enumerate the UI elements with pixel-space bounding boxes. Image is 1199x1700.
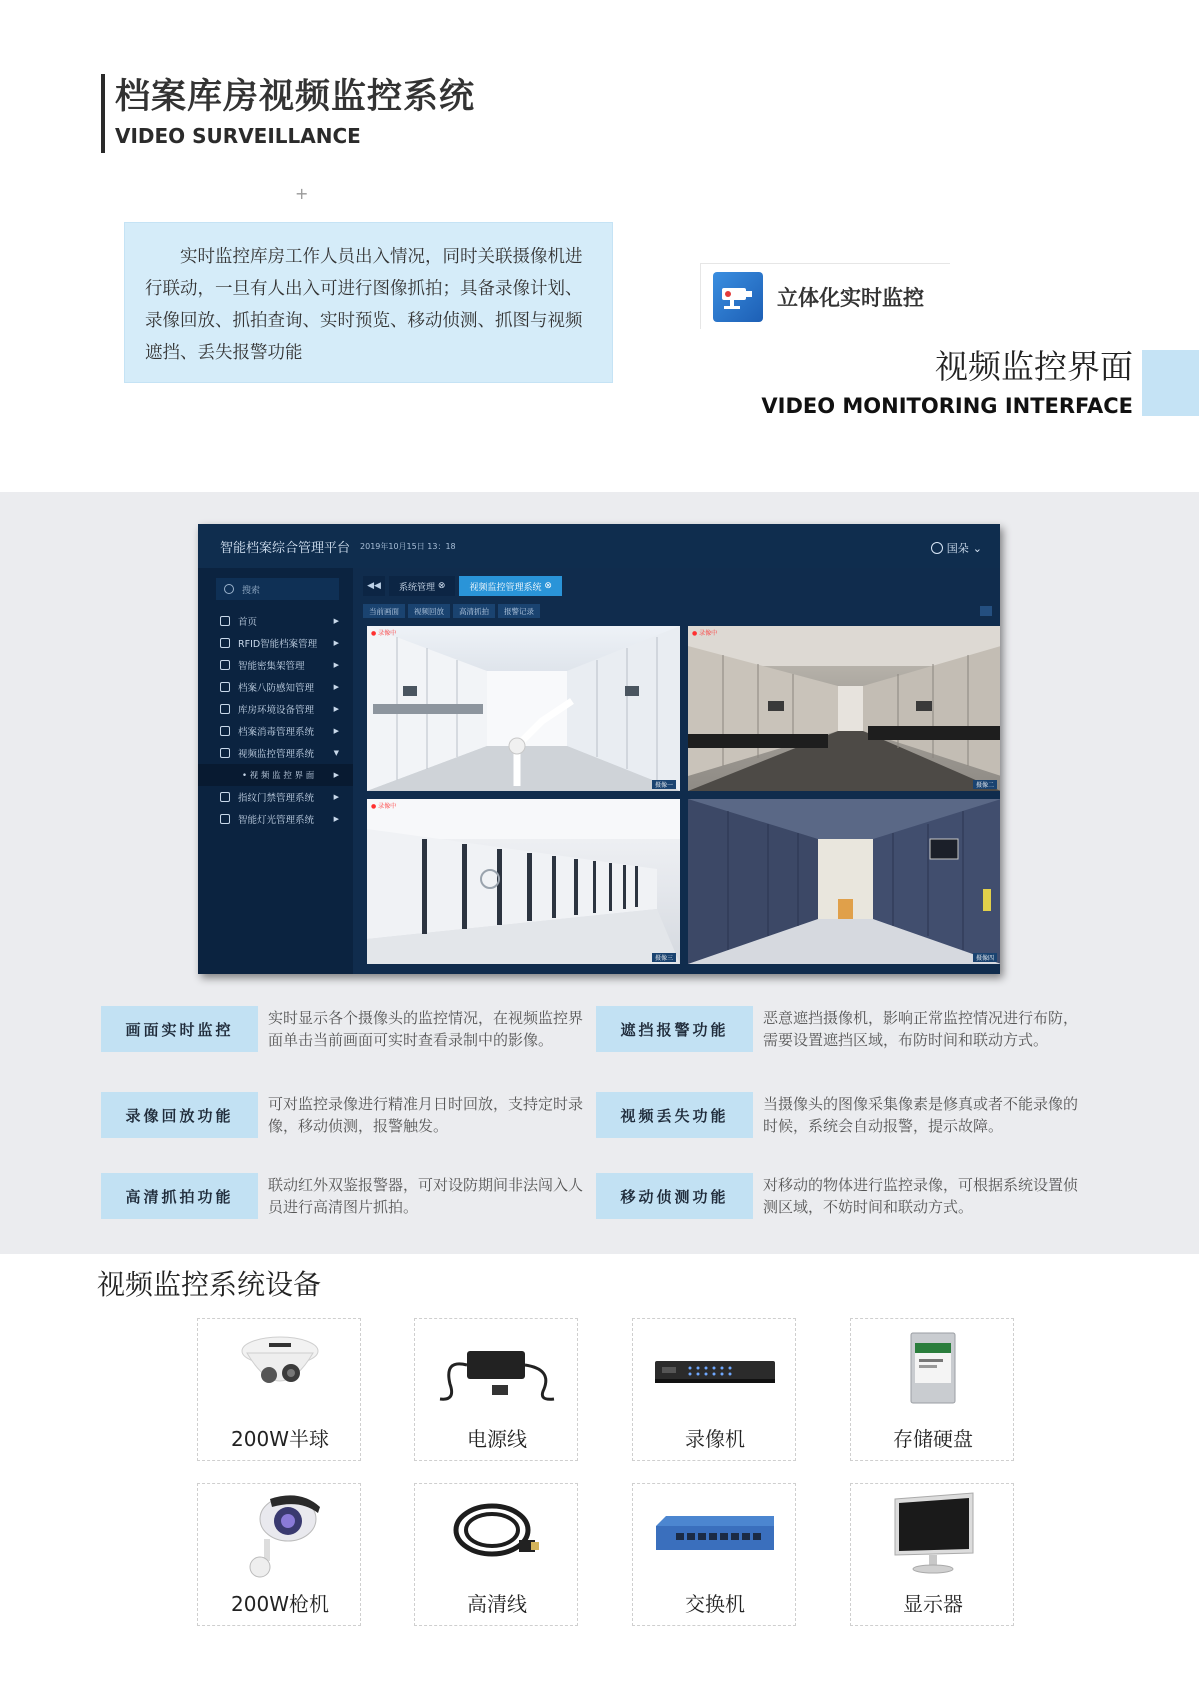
camera-label: 摄像四 (973, 953, 997, 962)
equipment-card (632, 1318, 796, 1461)
function-desc: 实时显示各个摄像头的监控情况，在视频监控界面单击当前画面可实时查看录制中的影像。 (268, 1009, 584, 1049)
function-label: 录像回放功能 (101, 1092, 258, 1138)
function-label: 视频丢失功能 (596, 1092, 753, 1138)
function-row (596, 1006, 1081, 1052)
tab-video-label: 视频监控管理系统 (469, 582, 542, 593)
intro-text: 实时监控库房工作人员出入情况，同时关联摄像机进行联动，一旦有人出入可进行图像抓拍；具备录像计划、录像回放、抓拍查询、实时预览、移动侦测、抓图与视频遮挡、丢失报警功能 (145, 247, 583, 363)
sidebar-item-label: • 视 频 监 控 界 面 (242, 771, 315, 781)
sidebar-item-label: 档案八防感知管理 (238, 683, 315, 694)
function-label: 画面实时监控 (101, 1006, 258, 1052)
recording-badge: ● 录像中 (692, 630, 718, 637)
sidebar-item[interactable] (198, 786, 353, 808)
sidebar-item-label: RFID智能档案管理 (238, 639, 318, 650)
hard-drive-icon (851, 1319, 1015, 1419)
equipment-name: 200W枪机 (231, 1592, 329, 1616)
page-subtitle: VIDEO SURVEILLANCE (115, 124, 361, 148)
subtab-capture[interactable]: 高清抓拍 (453, 604, 495, 618)
caret-icon: ▶ (333, 705, 339, 713)
subtab-live[interactable]: 当前画面 (363, 604, 405, 618)
camera-label: 摄像一 (652, 780, 676, 789)
page-title: 档案库房视频监控系统 (115, 77, 476, 117)
search-icon (224, 584, 234, 594)
sidebar-item-label: 库房环境设备管理 (238, 705, 315, 716)
function-row (596, 1092, 1081, 1138)
sidebar-item[interactable] (198, 764, 353, 786)
monitor-subtitle: VIDEO MONITORING INTERFACE (761, 394, 1133, 418)
caret-icon: ▶ (333, 771, 339, 779)
user-menu[interactable] (931, 540, 982, 556)
user-name: 国朵 (946, 542, 969, 555)
video-feed-2[interactable] (688, 626, 1000, 791)
camera-label: 摄像三 (652, 953, 676, 962)
tab-video[interactable] (459, 576, 561, 596)
screen-datetime: 2019年10月15日 13：18 (360, 541, 456, 551)
equipment-card (197, 1318, 361, 1461)
caret-icon: ▶ (333, 793, 339, 801)
subtab-alarms[interactable]: 报警记录 (498, 604, 540, 618)
monitoring-screenshot (198, 524, 1000, 974)
fingerprint-icon (220, 792, 230, 802)
disinfect-icon (220, 726, 230, 736)
intro-box (124, 222, 613, 383)
sidebar-item[interactable] (198, 720, 353, 742)
sidebar-item-label: 智能密集架管理 (238, 661, 305, 672)
sidebar-item[interactable] (198, 676, 353, 698)
power-adapter-icon (415, 1319, 579, 1419)
recording-badge: ● 录像中 (371, 630, 397, 637)
dome-camera-icon (198, 1319, 362, 1419)
function-label: 高清抓拍功能 (101, 1173, 258, 1219)
subtab-playback[interactable]: 视频回放 (408, 604, 450, 618)
tab-bar (363, 576, 562, 596)
screen-sidebar (198, 568, 353, 974)
page-header (101, 74, 475, 153)
function-row (101, 1173, 586, 1219)
sidebar-item[interactable] (198, 654, 353, 676)
equipment-name: 高清线 (467, 1592, 527, 1616)
equipment-name: 200W半球 (231, 1427, 329, 1451)
shelf-icon (220, 660, 230, 670)
sidebar-item[interactable] (198, 742, 353, 764)
grid-icon (220, 638, 230, 648)
sidebar-item[interactable] (198, 808, 353, 830)
monitor-icon (851, 1484, 1015, 1584)
tab-system[interactable] (389, 576, 455, 596)
equipment-name: 存储硬盘 (893, 1427, 973, 1451)
caret-icon: ▶ (333, 661, 339, 669)
hdmi-cable-icon (415, 1484, 579, 1584)
screen-app-title: 智能档案综合管理平台 (220, 540, 351, 556)
function-desc: 对移动的物体进行监控录像，可根据系统设置侦测区域，不妨时间和联动方式。 (763, 1176, 1079, 1216)
sidebar-item-label: 指纹门禁管理系统 (238, 793, 315, 804)
grid-layout-icon[interactable] (980, 606, 992, 616)
caret-icon: ▼ (333, 749, 339, 757)
video-feed-4[interactable] (688, 799, 1000, 964)
feature-badge (700, 263, 950, 329)
equipment-name: 电源线 (467, 1427, 527, 1451)
video-feeds (367, 626, 994, 962)
equipment-title: 视频监控系统设备 (97, 1268, 322, 1301)
sidebar-item-label: 智能灯光管理系统 (238, 815, 315, 826)
caret-icon: ▶ (333, 617, 339, 625)
equipment-card (850, 1318, 1014, 1461)
caret-icon: ▶ (333, 727, 339, 735)
equipment-card (414, 1483, 578, 1626)
function-row (596, 1173, 1081, 1219)
sidebar-search[interactable] (216, 578, 339, 600)
function-row (101, 1006, 586, 1052)
home-icon (220, 616, 230, 626)
security-camera-icon (713, 272, 763, 322)
light-icon (220, 814, 230, 824)
monitor-heading (761, 345, 1133, 420)
caret-icon: ▶ (333, 683, 339, 691)
equipment-card (197, 1483, 361, 1626)
chevron-down-icon: ⌄ (972, 541, 982, 555)
close-icon[interactable]: ⊗ (544, 581, 552, 591)
sidebar-item[interactable] (198, 698, 353, 720)
sidebar-item[interactable] (198, 610, 353, 632)
monitor-title: 视频监控界面 (935, 347, 1133, 386)
equipment-card (414, 1318, 578, 1461)
equipment-card (632, 1483, 796, 1626)
function-desc: 当摄像头的图像采集像素是修真或者不能录像的时候，系统会自动报警，提示故障。 (763, 1095, 1079, 1135)
accent-block (1142, 350, 1199, 416)
subtab-bar (363, 604, 540, 618)
sidebar-item[interactable] (198, 632, 353, 654)
video-feed-3[interactable] (367, 799, 680, 964)
function-desc: 可对监控录像进行精准月日时回放，支持定时录像，移动侦测，报警触发。 (268, 1095, 584, 1135)
equipment-name: 交换机 (685, 1592, 745, 1616)
user-icon (931, 542, 943, 554)
equipment-card (850, 1483, 1014, 1626)
function-desc: 恶意遮挡摄像机，影响正常监控情况进行布防，需要设置遮挡区域，布防时间和联动方式。 (763, 1009, 1079, 1049)
sidebar-item-label: 首页 (238, 617, 258, 628)
video-feed-1[interactable] (367, 626, 680, 791)
network-switch-icon (633, 1484, 797, 1584)
equipment-name: 显示器 (903, 1592, 963, 1616)
function-label: 遮挡报警功能 (596, 1006, 753, 1052)
close-icon[interactable]: ⊗ (437, 581, 446, 591)
screen-topbar (198, 524, 1000, 568)
function-desc: 联动红外双鉴报警器，可对设防期间非法闯入人员进行高清图片抓拍。 (268, 1176, 584, 1216)
tab-back-button[interactable]: ◀◀ (363, 576, 385, 596)
sidebar-item-label: 档案消毒管理系统 (238, 727, 315, 738)
camera-label: 摄像二 (973, 780, 997, 789)
function-row (101, 1092, 586, 1138)
caret-icon: ▶ (333, 815, 339, 823)
caret-icon: ▶ (333, 639, 339, 647)
screen-main (353, 568, 1000, 974)
sidebar-menu (198, 610, 353, 830)
camera-icon (220, 748, 230, 758)
sensor-icon (220, 682, 230, 692)
nvr-icon (633, 1319, 797, 1419)
bullet-camera-icon (198, 1484, 362, 1584)
plus-mark: + (295, 184, 309, 203)
function-label: 移动侦测功能 (596, 1173, 753, 1219)
recording-badge: ● 录像中 (371, 803, 397, 810)
equipment-name: 录像机 (685, 1427, 745, 1451)
sidebar-item-label: 视频监控管理系统 (238, 749, 315, 760)
search-placeholder: 搜索 (242, 585, 261, 596)
tab-system-label: 系统管理 (399, 582, 436, 593)
checkbox-icon (220, 704, 230, 714)
feature-label: 立体化实时监控 (777, 285, 924, 310)
